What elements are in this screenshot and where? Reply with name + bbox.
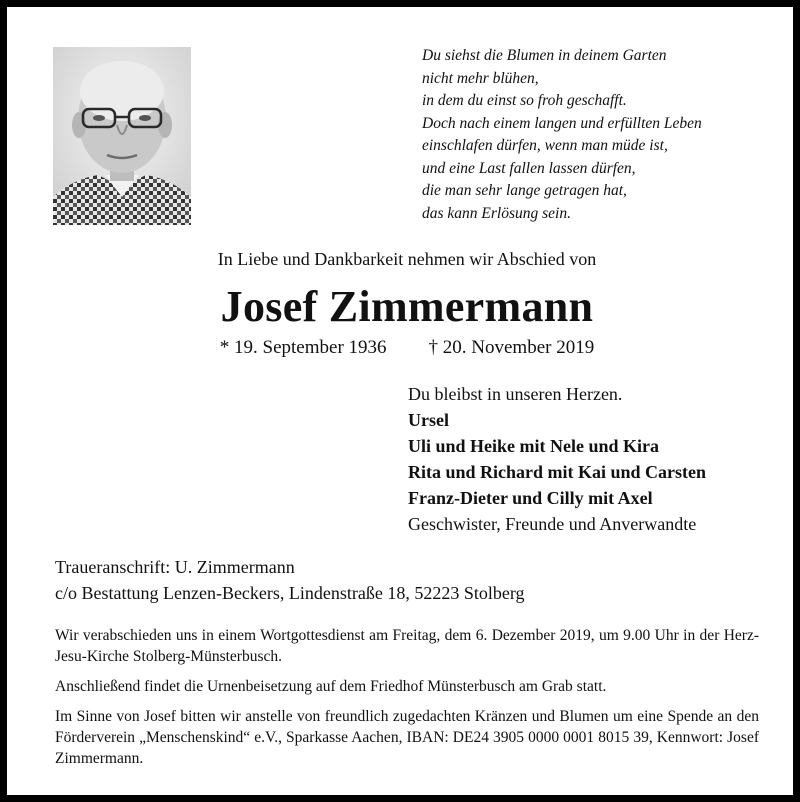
mourners-others: Geschwister, Freunde und Anverwandte: [408, 514, 697, 534]
address-line: Traueranschrift: U. Zimmermann: [55, 557, 295, 577]
donation-paragraph: Im Sinne von Josef bitten wir anstelle von freundlich zugedachten Kränzen und Blumen um eine Spende an den Förderverein „Menschenskind“ e.V., Sparkasse Aachen, IBAN: DE24 3905 0000 0001 8015 39, Kennwort: Josef Zimmermann.: [55, 708, 759, 767]
mourning-address: [55, 554, 755, 606]
life-dates: [7, 337, 800, 359]
poem-line: einschlafen dürfen, wenn man müde ist,: [422, 137, 668, 154]
mourner-name: Ursel: [408, 410, 449, 430]
service-details: [55, 625, 759, 778]
death-date: † 20. November 2019: [428, 337, 595, 358]
poem-line: in dem du einst so froh geschafft.: [422, 92, 627, 109]
mourners-intro: Du bleibst in unseren Herzen.: [408, 384, 623, 404]
mourner-name: Uli und Heike mit Nele und Kira: [408, 436, 660, 456]
poem-line: Du siehst die Blumen in deinem Garten: [422, 47, 667, 64]
poem-line: und eine Last fallen lassen dürfen,: [422, 159, 636, 177]
burial-paragraph: Anschließend findet die Urnenbeisetzung auf dem Friedhof Münsterbusch am Grab statt.: [55, 678, 607, 695]
poem-line: die man sehr lange getragen hat,: [422, 182, 627, 199]
mourner-name: Rita und Richard mit Kai und Carsten: [408, 462, 707, 482]
poem-line: nicht mehr blühen,: [422, 69, 539, 87]
poem-line: das kann Erlösung sein.: [422, 204, 571, 222]
service-paragraph: Wir verabschieden uns in einem Wortgottesdienst am Freitag, dem 6. Dezember 2019, um 9.00 Uhr in der Herz-Jesu-Kirche Stolberg-Münsterbusch.: [55, 627, 759, 665]
poem-line: Doch nach einem langen und erfüllten Leben: [422, 114, 702, 132]
farewell-intro: In Liebe und Dankbarkeit nehmen wir Abschied von: [217, 249, 597, 269]
mourner-name: Franz-Dieter und Cilly mit Axel: [408, 488, 653, 508]
address-line: c/o Bestattung Lenzen-Beckers, Lindenstraße 18, 52223 Stolberg: [55, 583, 525, 603]
deceased-name: Josef Zimmermann: [220, 282, 594, 331]
birth-date: * 19. September 1936: [219, 337, 387, 358]
portrait-photo: [53, 47, 191, 225]
mourners-block: [408, 381, 788, 537]
poem: [422, 45, 772, 225]
